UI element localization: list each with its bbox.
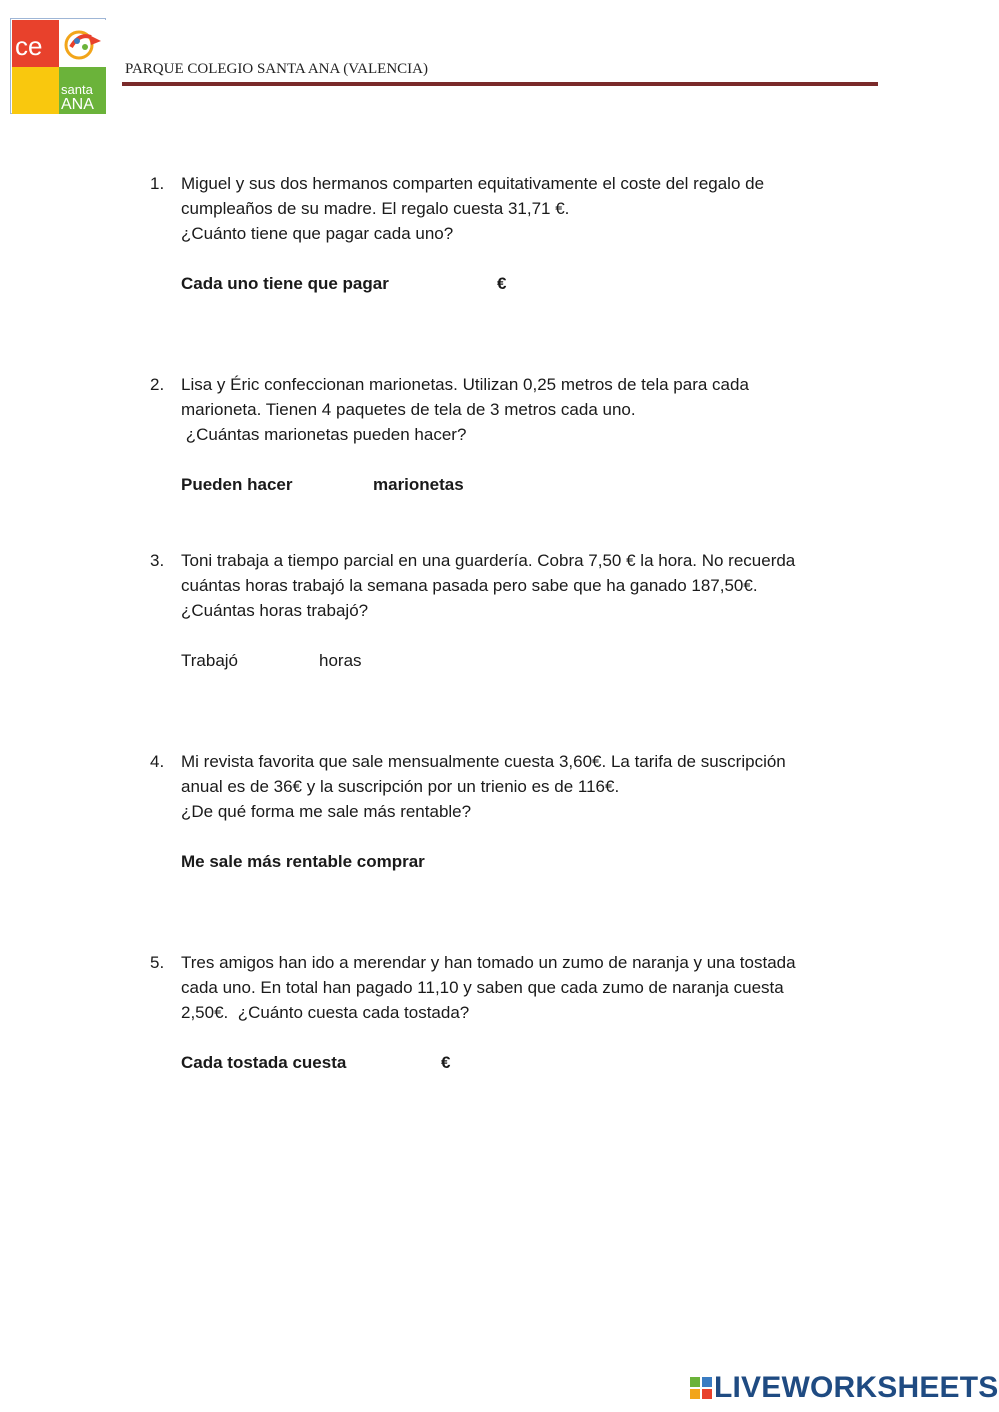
question-1-text <box>181 171 871 246</box>
question-1-number: 1. <box>150 174 165 193</box>
question-4-text <box>181 749 871 824</box>
header-divider <box>122 82 878 86</box>
question-line: ¿De qué forma me sale más rentable? <box>181 802 472 821</box>
question-line: Tres amigos han ido a merendar y han tomado un zumo de naranja y una tostada <box>181 953 796 972</box>
answer-1-input[interactable] <box>410 271 490 294</box>
answer-2-prefix: Pueden hacer <box>181 475 293 494</box>
question-3-text <box>181 548 871 623</box>
answer-5-prefix: Cada tostada cuesta <box>181 1053 347 1072</box>
logo-yellow-quadrant <box>12 67 59 114</box>
answer-4-prefix: Me sale más rentable comprar <box>181 852 425 871</box>
answer-4-input[interactable] <box>452 849 652 872</box>
question-2-text <box>181 372 871 447</box>
question-line: Miguel y sus dos hermanos comparten equitativamente el coste del regalo de <box>181 174 765 193</box>
question-line: anual es de 36€ y la suscripción por un trienio es de 116€. <box>181 777 620 796</box>
question-line: ¿Cuántas marionetas pueden hacer? <box>181 425 467 444</box>
answer-3-suffix: horas <box>319 651 362 670</box>
answer-2-suffix: marionetas <box>373 475 464 494</box>
question-5-number: 5. <box>150 953 165 972</box>
question-line: 2,50€. ¿Cuánto cuesta cada tostada? <box>181 1003 470 1022</box>
answer-3-prefix: Trabajó <box>181 651 239 670</box>
liveworksheets-icon <box>690 1377 712 1399</box>
liveworksheets-brand: LIVEWORKSHEETS <box>714 1371 999 1404</box>
school-name: PARQUE COLEGIO SANTA ANA (VALENCIA) <box>125 61 428 77</box>
question-line: marioneta. Tienen 4 paquetes de tela de 3 metros cada uno. <box>181 400 636 419</box>
question-line: ¿Cuántas horas trabajó? <box>181 601 369 620</box>
answer-5-suffix: € <box>441 1053 451 1072</box>
answer-1-suffix: € <box>497 274 507 293</box>
question-line: Lisa y Éric confeccionan marionetas. Utilizan 0,25 metros de tela para cada <box>181 375 749 394</box>
question-4-number: 4. <box>150 752 165 771</box>
answer-5-input[interactable] <box>364 1050 434 1073</box>
school-logo <box>10 18 106 114</box>
question-5-text <box>181 950 871 1025</box>
question-3-number: 3. <box>150 551 165 570</box>
question-line: Mi revista favorita que sale mensualmente cuesta 3,60€. La tarifa de suscripción <box>181 752 786 771</box>
logo-ce-text: ce <box>15 31 43 61</box>
logo-ana-text: ANA <box>61 96 94 113</box>
question-line: ¿Cuánto tiene que pagar cada uno? <box>181 224 454 243</box>
question-line: cuántas horas trabajó la semana pasada pero sabe que ha ganado 187,50€. <box>181 576 758 595</box>
liveworksheets-logo <box>690 1371 999 1405</box>
question-line: cumpleaños de su madre. El regalo cuesta 31,71 €. <box>181 199 570 218</box>
answer-2-input[interactable] <box>306 472 368 495</box>
question-line: cada uno. En total han pagado 11,10 y saben que cada zumo de naranja cuesta <box>181 978 784 997</box>
logo-santa-text: santa <box>61 82 93 97</box>
answer-1-prefix: Cada uno tiene que pagar <box>181 274 389 293</box>
answer-3-input[interactable] <box>248 648 314 671</box>
school-emblem-icon <box>61 25 105 63</box>
question-2-number: 2. <box>150 375 165 394</box>
question-line: Toni trabaja a tiempo parcial en una guardería. Cobra 7,50 € la hora. No recuerda <box>181 551 796 570</box>
